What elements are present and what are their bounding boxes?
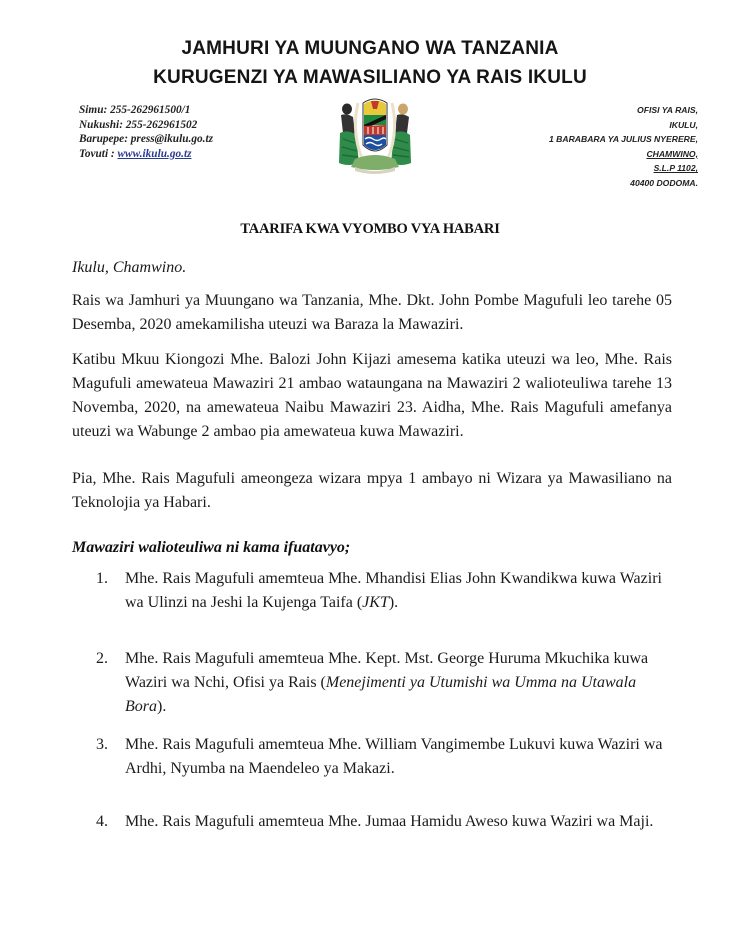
header-line-2: KURUGENZI YA MAWASILIANO YA RAIS IKULU <box>153 67 587 88</box>
list-item <box>96 810 676 834</box>
contact-website-label: Tovuti : <box>79 147 118 160</box>
address-line-3: 1 BARABARA YA JULIUS NYERERE, <box>549 134 698 145</box>
contact-website-row <box>79 147 213 162</box>
list-item-italic: Menejimenti ya Utumishi wa Umma na Utawala Bora <box>125 674 637 715</box>
list-subheading: Mawaziri walioteuliwa ni kama ifuatavyo; <box>72 539 351 556</box>
paragraph: Katibu Mkuu Kiongozi Mhe. Balozi John Kijazi amesema katika uteuzi wa leo, Mhe. Rais Magufuli amewateua Mawaziri 21 ambao wataungana na Mawaziri 2 walioteuliwa tarehe 13 Novemba, 2020, na amewateua Naibu Mawaziri 23. Aidha, Mhe. Rais Magufuli amefanya uteuzi wa Wabunge 2 ambao pia amewateua kuwa Mawaziri. <box>72 351 672 440</box>
list-item-number: 3. <box>96 736 108 753</box>
document-title: TAARIFA KWA VYOMBO VYA HABARI <box>240 221 500 237</box>
contact-fax: Nukushi: 255-262961502 <box>79 118 198 131</box>
list-item-text-wrap <box>125 733 665 781</box>
list-item-after: ). <box>157 698 167 715</box>
address-line-4: CHAMWINO, <box>646 148 698 159</box>
address-line-6: 40400 DODOMA. <box>630 177 698 188</box>
contact-phone: Simu: 255-262961500/1 <box>79 104 191 116</box>
document-place: Ikulu, Chamwino. <box>72 259 187 276</box>
list-item-text: Mhe. Rais Magufuli amemteua Mhe. Jumaa Hamidu Aweso kuwa Waziri wa Maji. <box>125 813 654 830</box>
contact-website-link[interactable]: www.ikulu.go.tz <box>117 147 192 160</box>
list-item-number: 1. <box>96 570 108 587</box>
address-line-1: OFISI YA RAIS, <box>637 105 698 115</box>
list-item-number: 2. <box>96 650 108 667</box>
header-line-1: JAMHURI YA MUUNGANO WA TANZANIA <box>181 38 559 59</box>
list-item-text-wrap <box>125 647 665 719</box>
paragraph: Pia, Mhe. Rais Magufuli ameongeza wizara mpya 1 ambayo ni Wizara ya Mawasiliano na Teknolojia ya Habari. <box>72 470 672 511</box>
list-item-after: ). <box>388 594 399 611</box>
list-item-text-wrap <box>125 810 665 834</box>
address-line-5: S.L.P 1102, <box>653 163 698 174</box>
paragraph: Rais wa Jamhuri ya Muungano wa Tanzania, Mhe. Dkt. John Pombe Magufuli leo tarehe 05 Desemba, 2020 amekamilisha uteuzi wa Baraza la Mawaziri. <box>72 292 672 333</box>
list-item <box>96 733 676 781</box>
list-item-text: Mhe. Rais Magufuli amemteua Mhe. Mhandisi Elias John Kwandikwa kuwa Waziri wa Ulinzi na Jeshi la Kujenga Taifa ( <box>125 570 662 611</box>
list-item-text-wrap <box>125 567 665 615</box>
contact-block <box>79 103 213 161</box>
list-item-number: 4. <box>96 813 108 830</box>
address-block <box>549 103 698 191</box>
address-line-2: IKULU, <box>669 119 698 130</box>
contact-email[interactable]: Barupepe: press@ikulu.go.tz <box>79 133 213 145</box>
coat-of-arms-icon <box>333 93 417 177</box>
list-item-text: Mhe. Rais Magufuli amemteua Mhe. Kept. Mst. George Huruma Mkuchika kuwa Waziri wa Nchi, Ofisi ya Rais ( <box>125 650 649 691</box>
list-item <box>96 647 676 719</box>
list-item-text: Mhe. Rais Magufuli amemteua Mhe. William Vangimembe Lukuvi kuwa Waziri wa Ardhi, Nyumba na Maendeleo ya Makazi. <box>125 736 663 777</box>
list-item <box>96 567 676 615</box>
list-item-italic: JKT <box>362 594 389 611</box>
